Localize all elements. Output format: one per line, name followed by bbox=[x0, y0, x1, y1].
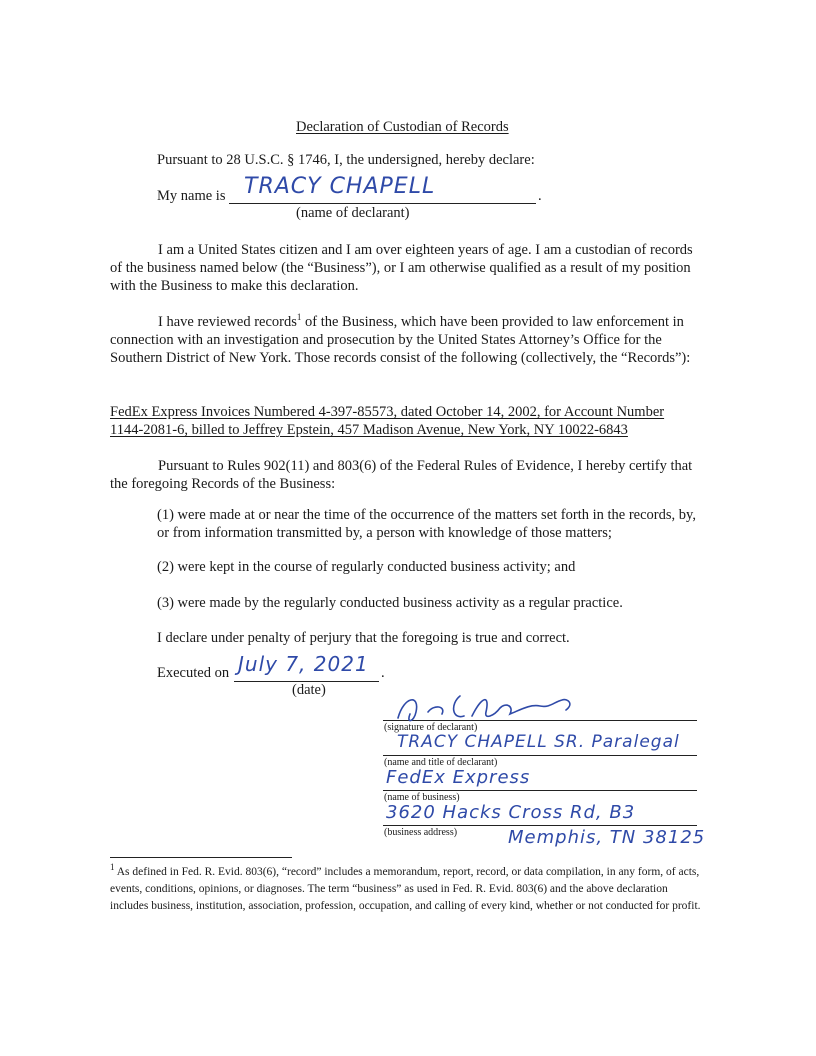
date-caption: (date) bbox=[292, 682, 326, 698]
para2-start: I have reviewed records bbox=[158, 314, 297, 330]
para2-rest: of the Business, which have been provided to law enforcement in connection with an investigation and prosecution by the United States Attorney’s Office for the Southern District of New York. Those records consist of the following (collectively, the “Records”): bbox=[110, 314, 691, 366]
handwritten-name: TRACY CHAPELL bbox=[244, 174, 436, 199]
handwritten-address-line2: Memphis, TN 38125 bbox=[508, 827, 706, 848]
business-line bbox=[383, 790, 697, 791]
handwritten-name-title: TRACY CHAPELL SR. Paralegal bbox=[397, 732, 680, 752]
citizenship-paragraph: I am a United States citizen and I am over eighteen years of age. I am a custodian of records of the business named below (the “Business”), or I am otherwise qualified as a result of my position with the Business to make this declaration. bbox=[110, 242, 693, 294]
perjury-statement: I declare under penalty of perjury that the foregoing is true and correct. bbox=[157, 630, 570, 646]
executed-prefix: Executed on bbox=[157, 665, 230, 681]
document-title: Declaration of Custodian of Records bbox=[296, 119, 509, 135]
name-suffix: . bbox=[538, 188, 542, 204]
address-line bbox=[383, 825, 697, 826]
handwritten-date: July 7, 2021 bbox=[238, 652, 369, 676]
footnote-text: As defined in Fed. R. Evid. 803(6), “record” includes a memorandum, report, record, or data compilation, in any form, of acts, events, conditions, opinions, or diagnoses. The term “business” as used in Fed. R. Evid. 803(6) and the above declaration includes business, institution, association, profession, occupation, and calling of every kind, whether or not conducted for profit. bbox=[110, 866, 701, 912]
records-reviewed-paragraph bbox=[110, 313, 706, 367]
footnote bbox=[110, 864, 706, 915]
signature-caption: (signature of declarant) bbox=[384, 722, 478, 733]
item-1: (1) were made at or near the time of the occurrence of the matters set forth in the records, by, or from information transmitted by, a person with knowledge of those matters; bbox=[157, 507, 696, 541]
handwritten-business: FedEx Express bbox=[386, 767, 531, 788]
intro-statement: Pursuant to 28 U.S.C. § 1746, I, the undersigned, hereby declare: bbox=[157, 152, 535, 168]
records-description-line2: 1144-2081-6, billed to Jeffrey Epstein, 457 Madison Avenue, New York, NY 10022-6843 bbox=[110, 422, 628, 438]
address-caption: (business address) bbox=[384, 827, 458, 838]
item-3: (3) were made by the regularly conducted business activity as a regular practice. bbox=[157, 595, 623, 611]
handwritten-address-line1: 3620 Hacks Cross Rd, B3 bbox=[386, 802, 636, 823]
records-description-line1: FedEx Express Invoices Numbered 4-397-85573, dated October 14, 2002, for Account Number bbox=[110, 404, 665, 420]
footnote-ref: 1 bbox=[296, 312, 302, 323]
business-caption: (name of business) bbox=[384, 792, 460, 803]
name-title-line bbox=[383, 755, 697, 756]
item-2: (2) were kept in the course of regularly conducted business activity; and bbox=[157, 559, 576, 575]
executed-suffix: . bbox=[381, 665, 385, 681]
name-caption: (name of declarant) bbox=[296, 205, 410, 221]
name-title-caption: (name and title of declarant) bbox=[384, 757, 498, 768]
certification-paragraph: Pursuant to Rules 902(11) and 803(6) of the Federal Rules of Evidence, I hereby certify that the foregoing Records of the Business: bbox=[110, 458, 693, 492]
name-prefix: My name is bbox=[157, 188, 226, 204]
footnote-divider bbox=[110, 857, 292, 858]
footnote-mark: 1 bbox=[110, 862, 115, 873]
